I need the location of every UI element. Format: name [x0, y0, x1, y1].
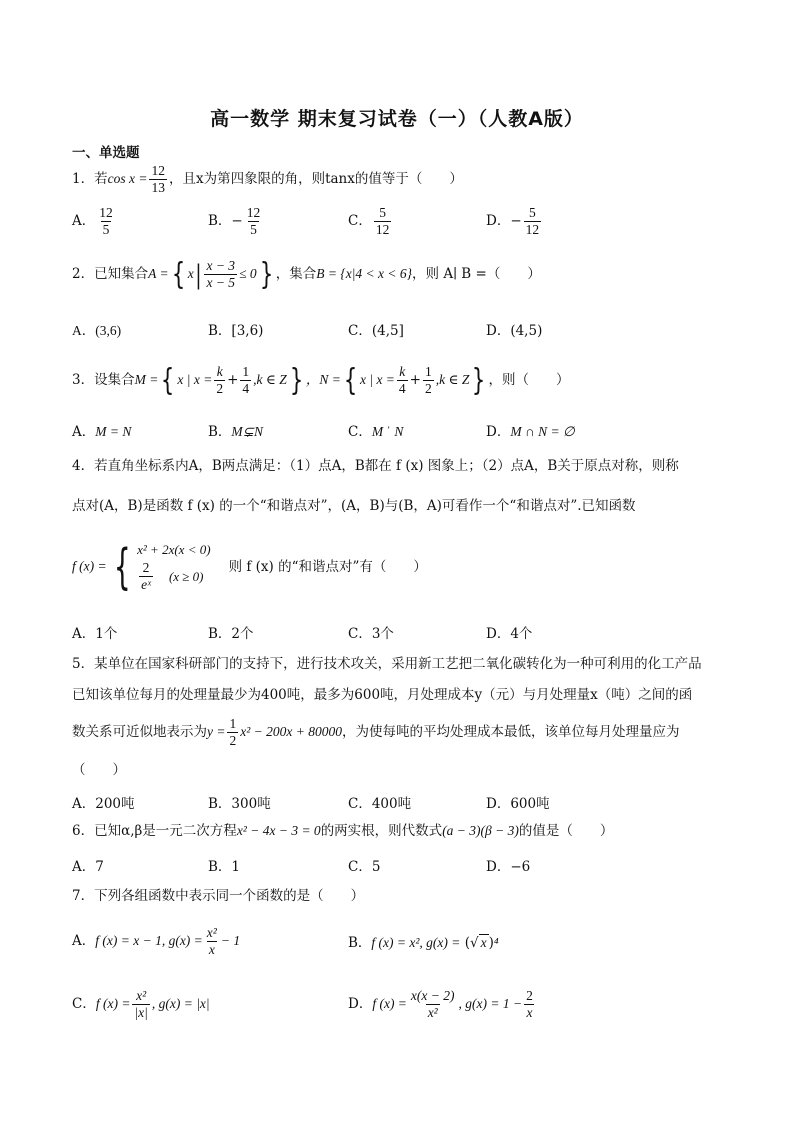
q3-option-c: C．M ˈ N [348, 424, 404, 440]
q6-option-c: C．5 [348, 859, 381, 875]
q3-option-a: A．M = N [72, 424, 132, 440]
q7-option-c: C．f (x) = $\frac{\text{x²}}{|x|}$ , g(x) = |x| [72, 988, 210, 1020]
q1-option-b: B．− $\frac{12}{5}$ [208, 205, 261, 237]
section-heading: 一、单选题 [72, 145, 140, 161]
q2-option-b: B．[3,6) [208, 323, 264, 339]
question-6: 6．已知α,β是一元二次方程x² − 4x − 3 = 0的两实根，则代数式(a − 3)(β − 3)的值是（ ） [72, 823, 614, 839]
q5-option-d: D．600吨 [486, 796, 550, 812]
question-3: 3．设集合M ={ x | x = $\frac{k}{2}$ + $\frac{1}{4}$ ,k ∈ Z} ，N ={ x | x = $\frac{k}{4}$ + $\frac{1}{2}$ ,k ∈ Z} ，则（ ） [72, 362, 570, 398]
question-5-line1: 5．某单位在国家科研部门的支持下，进行技术攻关，采用新工艺把二氧化碳转化为一种可利用的化工产品 [72, 656, 702, 672]
q6-option-d: D．−6 [486, 859, 531, 875]
question-7: 7．下列各组函数中表示同一个函数的是（ ） [72, 888, 365, 904]
q1-prefix: 1．若 [72, 171, 108, 187]
question-4-function: f (x) = { x² + 2x(x < 0) $\frac{2}{\text{eˣ}}$ (x ≥ 0) 则 f (x) 的“和谐点对”有（ ） [72, 538, 427, 595]
question-1 [72, 163, 463, 196]
q1-option-d: D．− $\frac{5}{12}$ [486, 205, 540, 237]
question-2: 2．已知集合A ={ x| $\frac{x - 3}{x - 5}$ ≤ 0} ，集合B = {x|4 < x < 6}，则 A∣ B =（ ） [72, 256, 541, 292]
question-5-line4: （ ） [72, 762, 126, 778]
q5-option-c: C．400吨 [348, 796, 412, 812]
q2-option-c: C．(4,5] [348, 323, 404, 339]
page-title: 高一数学 期末复习试卷（一）（人教A版） [210, 108, 584, 130]
q7-option-b: B．f (x) = x², g(x) = (√ x )⁴ [348, 935, 499, 951]
q1-text: ，且x为第四象限的角，则tanx的值等于（ ） [168, 171, 463, 187]
q4-option-b: B．2个 [208, 626, 254, 642]
q1-fraction: $\frac{12}{13}$ [151, 163, 165, 195]
q3-option-d: D．M ∩ N = ∅ [486, 424, 575, 440]
q1-option-a: A． $\frac{12}{5}$ [72, 205, 113, 237]
q7-option-a: A．f (x) = x − 1, g(x) = $\frac{\text{x²}}{x}$ − 1 [72, 925, 241, 957]
q1-cos: cos x = [107, 171, 148, 186]
q1-option-c: C． $\frac{5}{12}$ [348, 205, 390, 237]
q4-option-a: A．1个 [72, 626, 118, 642]
q4-option-c: C．3个 [348, 626, 394, 642]
q5-option-a: A．200吨 [72, 796, 135, 812]
question-4-line2: 点对(A，B)是函数 f (x) 的一个“和谐点对”，(A，B)与(B，A)可看作一个“和谐点对”.已知函数 [72, 498, 636, 514]
q2-option-a: A．(3,6) [72, 323, 122, 338]
q3-option-b: B．M⊊N [208, 424, 263, 440]
q6-option-a: A．7 [72, 859, 104, 875]
q4-option-d: D．4个 [486, 626, 533, 642]
q7-option-d: D．f (x) = $\frac{x(x - 2)}{\text{x²}}$ , g(x) = 1 − $\frac{2}{x}$ [348, 988, 533, 1020]
question-5-line3: 数关系可近似地表示为y = $\frac{1}{2}$ x² − 200x + 80000，为使每吨的平均处理成本最低，该单位每月处理量应为 [72, 716, 680, 748]
q5-option-b: B．300吨 [208, 796, 271, 812]
q6-option-b: B．1 [208, 859, 241, 875]
question-4-line1: 4．若直角坐标系内A，B两点满足：（1）点A，B都在 f (x) 图象上；（2）点A，B关于原点对称，则称 [72, 458, 679, 474]
q2-option-d: D．(4,5) [486, 323, 543, 339]
question-5-line2: 已知该单位每月的处理量最少为400吨，最多为600吨，月处理成本y（元）与月处理量x（吨）之间的函 [72, 687, 693, 703]
